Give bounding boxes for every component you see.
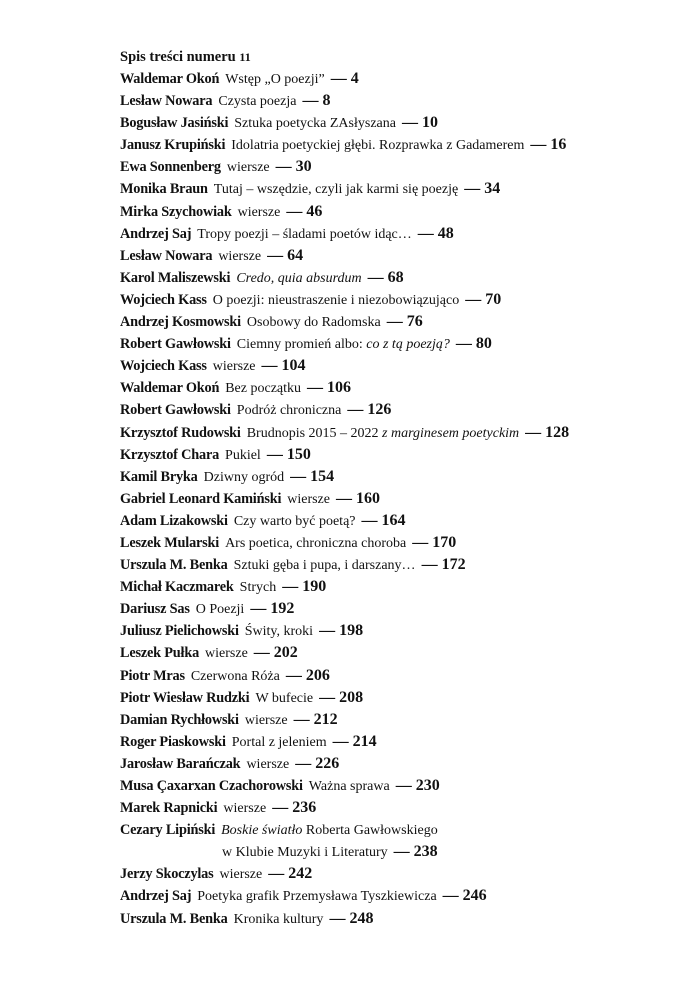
entry-title-part: Strych — [239, 580, 277, 596]
entry-title-part: Poetyka grafik Przemysława Tyszkiewicza — [197, 889, 437, 905]
entry-dash: — — [455, 335, 472, 353]
entry-page: 154 — [310, 467, 335, 485]
entry-dash: — — [336, 489, 352, 507]
entry-title — [234, 558, 416, 573]
entry-title — [214, 182, 458, 197]
entry-dash: — — [421, 556, 438, 574]
entry-author: Lesław Nowara — [120, 93, 213, 110]
entry-page: 48 — [437, 224, 454, 242]
entry-author: Andrzej Saj — [120, 888, 192, 905]
entry-title — [245, 624, 313, 639]
entry-page: 80 — [475, 335, 492, 353]
entry-title-part: Bez początku — [225, 381, 302, 397]
toc-entry — [120, 444, 672, 466]
toc-title-text: Spis treści numeru — [120, 49, 236, 65]
toc-entry — [120, 731, 672, 753]
entry-title-continued: w Klubie Muzyki i Literatury — [222, 845, 388, 861]
toc-entry — [120, 178, 672, 200]
entry-page: 126 — [367, 401, 392, 419]
entry-title — [197, 227, 412, 242]
entry-page: 198 — [339, 622, 364, 640]
entry-author: Dariusz Sas — [120, 601, 190, 618]
toc-entry — [120, 422, 672, 444]
entry-author: Jarosław Barańczak — [120, 755, 241, 772]
entry-page: 30 — [295, 158, 312, 176]
entry-title-part: Podróż chroniczna — [236, 403, 342, 419]
entry-dash: — — [282, 578, 299, 596]
toc-entry — [120, 289, 672, 311]
entry-title — [227, 160, 270, 175]
entry-page: 190 — [302, 578, 327, 596]
entry-title-part: Roberta Gawłowskiego — [302, 823, 438, 839]
entry-dash: — — [465, 290, 482, 308]
toc-entry — [120, 245, 672, 267]
entry-title — [309, 779, 390, 794]
entry-page: 202 — [273, 644, 298, 662]
entry-dash: — — [361, 511, 378, 529]
entry-title — [234, 912, 324, 927]
entry-title — [213, 359, 256, 374]
toc-entry — [120, 885, 672, 907]
toc-entry — [120, 223, 672, 245]
entry-page: 34 — [484, 180, 501, 198]
entry-title-part: O Poezji — [195, 602, 245, 618]
entry-title — [225, 72, 325, 87]
entry-author: Juliusz Pielichowski — [120, 623, 239, 640]
entry-dash: — — [290, 467, 307, 485]
toc-entry — [120, 355, 672, 377]
toc-entry — [120, 156, 672, 178]
entry-page: 230 — [415, 777, 440, 794]
entry-page: 212 — [313, 710, 338, 728]
toc-entry — [120, 687, 672, 709]
entry-dash: — — [329, 909, 346, 927]
entry-title-part: Portal z jeleniem — [231, 734, 327, 750]
entry-author: Krzysztof Rudowski — [120, 424, 241, 441]
entry-dash: — — [393, 843, 410, 861]
toc-entry — [120, 510, 672, 532]
entry-title-part: wiersze — [219, 867, 263, 883]
entry-title — [237, 337, 450, 352]
entry-dash: — — [401, 114, 418, 132]
entry-title-part: Tutaj – wszędzie, czyli jak karmi się poezję — [213, 182, 459, 198]
entry-title-part: Ważna sprawa — [308, 779, 390, 794]
entry-dash: — — [525, 423, 542, 441]
toc-entry — [120, 488, 672, 510]
entry-dash: — — [253, 644, 270, 662]
entry-title-part: wiersze — [237, 204, 281, 220]
entry-title — [205, 646, 248, 661]
entry-title-part: Ars poetica, chroniczna choroba — [225, 535, 407, 551]
entry-page: 46 — [306, 202, 323, 220]
entry-dash: — — [285, 666, 302, 684]
entry-title-part: Tropy poezji – śladami poetów idąc… — [197, 226, 412, 242]
entry-title — [223, 801, 266, 816]
entry-title-part: Idolatria poetyckiej głębi. Rozprawka z Gadamerem — [231, 138, 525, 154]
entry-page: 226 — [315, 754, 340, 772]
toc-entry — [120, 399, 672, 421]
entry-author: Kamil Bryka — [120, 468, 198, 485]
entry-author: Roger Piaskowski — [120, 733, 226, 750]
entry-title — [245, 713, 288, 728]
entry-author: Andrzej Kosmowski — [120, 314, 241, 331]
toc-entry — [120, 775, 672, 797]
entry-page: 160 — [356, 489, 380, 507]
entry-page: 206 — [305, 666, 330, 684]
entry-title — [234, 116, 396, 131]
entry-title-part: wiersze — [287, 491, 330, 507]
entry-author: Adam Lizakowski — [120, 512, 228, 529]
entry-author: Urszula M. Benka — [120, 557, 228, 574]
entry-title-italic: Boskie światło — [221, 823, 303, 839]
entry-title-italic: co z tą poezją? — [366, 337, 450, 353]
entry-title — [246, 757, 289, 772]
toc-entry — [120, 665, 672, 687]
entry-title — [204, 470, 285, 485]
entry-title — [225, 448, 261, 463]
entry-page: 238 — [413, 843, 438, 861]
toc-entry — [120, 68, 672, 90]
entry-dash: — — [412, 533, 429, 551]
entry-dash: — — [464, 180, 481, 198]
entry-title-part: wiersze — [244, 712, 288, 728]
toc-entry — [120, 709, 672, 731]
toc-entry — [120, 642, 672, 664]
entry-title-part: Sztuka poetycka ZAsłyszana — [234, 116, 396, 132]
entry-title — [234, 514, 356, 529]
toc-entry — [120, 90, 672, 112]
entry-title-part: wiersze — [226, 160, 270, 176]
entry-title — [213, 293, 459, 308]
entry-page: 208 — [339, 688, 364, 706]
entry-author: Gabriel Leonard Kamiński — [120, 490, 282, 507]
entry-page: 106 — [327, 379, 352, 397]
entry-page: 236 — [292, 799, 317, 817]
entry-page: 104 — [281, 357, 306, 375]
entry-title-part: Brudnopis 2015 – 2022 — [246, 425, 383, 441]
entry-title-italic: z marginesem poetyckim — [382, 425, 520, 441]
entry-dash: — — [267, 246, 284, 264]
toc-entry — [120, 311, 672, 333]
entry-page: 128 — [545, 423, 570, 441]
toc-entry — [120, 620, 672, 642]
entry-page: 246 — [462, 887, 487, 905]
entry-author: Wojciech Kass — [120, 358, 207, 375]
entry-page: 242 — [288, 865, 313, 883]
entry-page: 170 — [432, 533, 457, 551]
entry-author: Monika Braun — [120, 181, 208, 198]
toc-entry-continuation — [120, 841, 672, 863]
entry-title — [236, 271, 361, 286]
entry-author: Janusz Krupiński — [120, 137, 226, 154]
entry-author: Marek Rapnicki — [120, 800, 218, 817]
toc-entry — [120, 532, 672, 554]
entry-dash: — — [261, 357, 278, 375]
entry-page: 214 — [352, 732, 377, 750]
entry-title — [196, 602, 245, 617]
entry-author: Robert Gawłowski — [120, 336, 231, 353]
entry-title-part: Osobowy do Radomska — [246, 315, 381, 331]
entry-dash: — — [417, 224, 434, 242]
entry-author: Cezary Lipiński — [120, 822, 216, 839]
entry-title — [225, 381, 301, 396]
entry-dash: — — [332, 732, 349, 750]
entry-title — [231, 138, 524, 153]
entry-title — [197, 889, 436, 904]
toc-entry — [120, 576, 672, 598]
table-of-contents — [120, 46, 672, 930]
toc-list — [120, 68, 672, 930]
entry-author: Mirka Szychowiak — [120, 203, 232, 220]
entry-author: Robert Gawłowski — [120, 402, 231, 419]
toc-entry — [120, 753, 672, 775]
entry-author: Leszek Mularski — [120, 534, 220, 551]
entry-author: Ewa Sonnenberg — [120, 159, 221, 176]
entry-title-part: Dziwny ogród — [203, 469, 285, 485]
entry-title — [247, 426, 519, 441]
entry-title-part: O poezji: nieustraszenie i niezobowiązująco — [212, 292, 460, 308]
entry-page: 70 — [485, 290, 502, 308]
entry-page: 64 — [287, 246, 304, 264]
entry-title-part: Ciemny promień albo: — [236, 337, 367, 353]
entry-page: 16 — [550, 136, 567, 154]
entry-title — [255, 691, 313, 706]
entry-page: 76 — [406, 313, 423, 331]
toc-entry — [120, 908, 672, 930]
entry-title-part: wiersze — [205, 646, 248, 662]
toc-entry — [120, 134, 672, 156]
entry-page: 10 — [421, 114, 438, 132]
entry-title — [237, 403, 342, 418]
toc-entry — [120, 466, 672, 488]
toc-entry — [120, 819, 672, 841]
entry-title — [287, 492, 330, 507]
entry-title — [219, 867, 262, 882]
toc-entry — [120, 201, 672, 223]
entry-author: Jerzy Skoczylas — [120, 866, 214, 883]
entry-title — [247, 315, 381, 330]
entry-title-part: Pukiel — [225, 447, 261, 463]
entry-title-part: Wstęp „O poezji” — [225, 72, 325, 87]
issue-number: 11 — [239, 50, 251, 64]
entry-page: 8 — [322, 92, 331, 110]
entry-page: 4 — [350, 70, 359, 87]
entry-title — [218, 249, 261, 264]
entry-author: Damian Rychłowski — [120, 711, 239, 728]
entry-title-part: wiersze — [218, 248, 262, 264]
entry-dash: — — [330, 70, 347, 87]
entry-author: Wojciech Kass — [120, 291, 207, 308]
entry-title-part: Kronika kultury — [233, 911, 324, 927]
entry-author: Musa Çaxarxan Czachorowski — [120, 778, 303, 794]
toc-entry — [120, 112, 672, 134]
entry-author: Krzysztof Chara — [120, 446, 220, 463]
entry-title — [232, 735, 327, 750]
entry-author: Andrzej Saj — [120, 225, 192, 242]
entry-author: Waldemar Okoń — [120, 71, 220, 87]
entry-dash: — — [286, 202, 303, 220]
entry-title — [225, 536, 406, 551]
toc-entry — [120, 554, 672, 576]
toc-entry — [120, 797, 672, 819]
entry-title — [191, 669, 280, 684]
entry-author: Piotr Wiesław Rudzki — [120, 689, 250, 706]
entry-author: Piotr Mras — [120, 667, 185, 684]
toc-title — [120, 46, 672, 68]
entry-page: 192 — [270, 600, 295, 618]
entry-title-part: wiersze — [212, 359, 256, 375]
entry-dash: — — [319, 688, 336, 706]
entry-author: Lesław Nowara — [120, 247, 213, 264]
toc-entry — [120, 598, 672, 620]
entry-title-part: wiersze — [223, 801, 267, 817]
entry-title-part: Czysta poezja — [218, 94, 297, 110]
entry-title-part: Sztuki gęba i pupa, i darszany… — [233, 558, 416, 574]
entry-title-italic: Credo, quia absurdum — [236, 270, 362, 286]
entry-author: Karol Maliszewski — [120, 269, 231, 286]
entry-dash: — — [442, 887, 459, 905]
entry-author: Urszula M. Benka — [120, 910, 228, 927]
entry-dash: — — [319, 622, 336, 640]
entry-page: 164 — [381, 511, 406, 529]
toc-entry — [120, 863, 672, 885]
entry-title — [238, 205, 281, 220]
entry-author: Michał Kaczmarek — [120, 579, 234, 596]
entry-dash: — — [307, 379, 324, 397]
entry-page: 68 — [387, 268, 404, 286]
toc-entry — [120, 377, 672, 399]
entry-dash: — — [293, 710, 310, 728]
entry-title-part: Czerwona Róża — [190, 668, 280, 684]
entry-page: 150 — [286, 445, 311, 463]
entry-dash: — — [268, 865, 285, 883]
entry-dash: — — [367, 268, 384, 286]
toc-entry — [120, 267, 672, 289]
entry-dash: — — [295, 754, 312, 772]
entry-title — [221, 823, 438, 838]
entry-author: Waldemar Okoń — [120, 380, 220, 397]
entry-title — [240, 580, 277, 595]
entry-dash: — — [272, 799, 289, 817]
entry-dash: — — [275, 158, 292, 176]
entry-title-part: W bufecie — [255, 690, 314, 706]
entry-dash: — — [395, 777, 412, 794]
entry-dash: — — [250, 600, 267, 618]
entry-dash: — — [302, 92, 319, 110]
entry-page: 248 — [349, 909, 374, 927]
toc-entry — [120, 333, 672, 355]
entry-page: 172 — [441, 556, 466, 574]
entry-title-part: Czy warto być poetą? — [233, 513, 356, 529]
entry-title — [218, 94, 296, 109]
entry-author: Bogusław Jasiński — [120, 115, 229, 132]
entry-dash: — — [266, 445, 283, 463]
entry-dash: — — [530, 136, 547, 154]
entry-dash: — — [386, 313, 403, 331]
entry-author: Leszek Pułka — [120, 645, 200, 662]
entry-dash: — — [347, 401, 364, 419]
entry-title-part: Świty, kroki — [244, 624, 314, 640]
entry-title-part: wiersze — [246, 756, 290, 772]
